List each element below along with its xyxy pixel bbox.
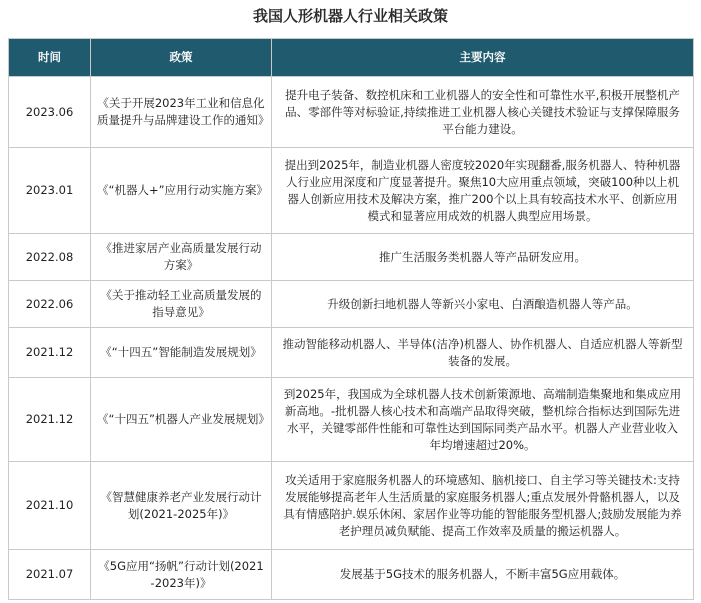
row-content: 提升电子装备、数控机床和工业机器人的安全性和可靠性水平,积极开展整机产品、零部件等对标验证,持续推进工业机器人核心关键技术验证与支撑保障服务平台能力建设。: [272, 77, 694, 148]
row-time: 2021.10: [9, 462, 91, 550]
row-time: 2023.01: [9, 148, 91, 234]
table-row: [9, 378, 694, 462]
row-policy: 《5G应用“扬帆”行动计划(2021-2023年)》: [91, 550, 272, 600]
row-time: 2022.08: [9, 234, 91, 281]
table-row: [9, 550, 694, 600]
page-title: 我国人形机器人行业相关政策: [252, 7, 448, 25]
row-content: 推动智能移动机器人、半导体(洁净)机器人、协作机器人、自适应机器人等新型装备的发展。: [272, 328, 694, 378]
row-content: 到2025年，我国成为全球机器人技术创新策源地、高端制造集聚地和集成应用新高地。-批机器人核心技术和高端产品取得突破，整机综合指标达到国际先进水平，关键零部件性能和可靠性达到国际同类产品水平。机器人产业营业收入年均增速超过20%。: [272, 378, 694, 462]
row-policy: 《智慧健康养老产业发展行动计划(2021-2025年)》: [91, 462, 272, 550]
row-content: 发展基于5G技术的服务机器人，不断丰富5G应用载体。: [272, 550, 694, 600]
row-content: 提出到2025年，制造业机器人密度较2020年实现翻番,服务机器人、特种机器人行业应用深度和广度显著提升。聚焦10大应用重点领域，突破100种以上机器人创新应用技术及解决方案，推广200个以上具有较高技术水平、创新应用模式和显著应用成效的机器人典型应用场景。: [272, 148, 694, 234]
row-content: 升级创新扫地机器人等新兴小家电、白酒酿造机器人等产品。: [272, 281, 694, 328]
row-time: 2023.06: [9, 77, 91, 148]
table-row: [9, 148, 694, 234]
row-time: 2021.07: [9, 550, 91, 600]
header-content: 主要内容: [272, 39, 694, 77]
row-policy: 《关于推动轻工业高质量发展的指导意见》: [91, 281, 272, 328]
table-header-row: [9, 39, 694, 77]
header-time: 时间: [9, 39, 91, 77]
table-row: [9, 281, 694, 328]
table-row: [9, 462, 694, 550]
row-policy: 《推进家居产业高质量发展行动方案》: [91, 234, 272, 281]
row-content: 推广生活服务类机器人等产品研发应用。: [272, 234, 694, 281]
row-time: 2022.06: [9, 281, 91, 328]
row-policy: 《“机器人+”应用行动实施方案》: [91, 148, 272, 234]
row-policy: 《“十四五”机器人产业发展规划》: [91, 378, 272, 462]
row-time: 2021.12: [9, 328, 91, 378]
row-policy: 《“十四五”智能制造发展规划》: [91, 328, 272, 378]
table-row: [9, 77, 694, 148]
policy-table: [8, 38, 694, 600]
header-policy: 政策: [91, 39, 272, 77]
row-policy: 《关于开展2023年工业和信息化质量提升与品牌建设工作的通知》: [91, 77, 272, 148]
row-content: 攻关适用于家庭服务机器人的环境感知、脑机接口、自主学习等关键技术:支持发展能够提高老年人生活质量的家庭服务机器人;重点发展外骨骼机器人，以及具有情感陪护.娱乐休闲、家居作业等功能的智能服务型机器人;鼓励发展能为养老护理员减负赋能、提高工作效率及质量的搬运机器人。: [272, 462, 694, 550]
row-time: 2021.12: [9, 378, 91, 462]
table-row: [9, 234, 694, 281]
table-row: [9, 328, 694, 378]
